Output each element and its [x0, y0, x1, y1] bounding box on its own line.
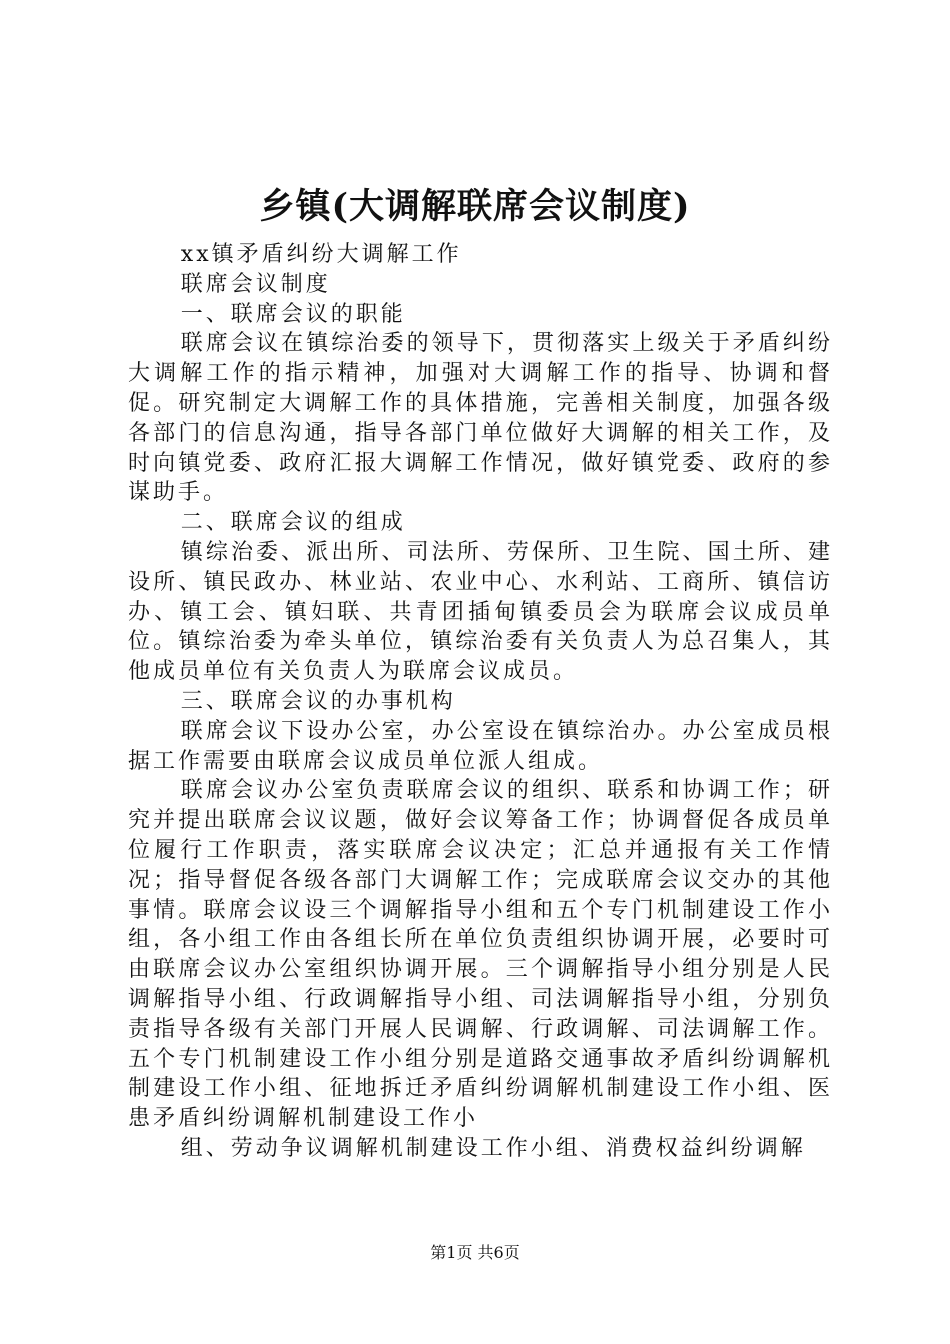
page-number: 第1页 共6页	[430, 1243, 520, 1262]
paragraph: 联席会议办公室负责联席会议的组织、联系和协调工作；研究并提出联席会议议题，做好会议筹备工作；协调督促各成员单位履行工作职责，落实联席会议决定；汇总并通报有关工作情况；指导督促各级各部门大调解工作；完成联席会议交办的其他事情。联席会议设三个调解指导小组和五个专门机制建设工作小组，各小组工作由各组长所在单位负责组织协调开展，必要时可由联席会议办公室组织协调开展。三个调解指导小组分别是人民调解指导小组、行政调解指导小组、司法调解指导小组，分别负责指导各级有关部门开展人民调解、行政调解、司法调解工作。五个专门机制建设工作小组分别是道路交通事故矛盾纠纷调解机制建设工作小组、征地拆迁矛盾纠纷调解机制建设工作小组、医患矛盾纠纷调解机制建设工作小	[128, 778, 833, 1132]
section-heading: 二、联席会议的组成	[180, 510, 406, 536]
paragraph: 联席会议制度	[180, 271, 331, 297]
paragraph: 镇综治委、派出所、司法所、劳保所、卫生院、国土所、建设所、镇民政办、林业站、农业中心、水利站、工商所、镇信访办、镇工会、镇妇联、共青团插甸镇委员会为联席会议成员单位。镇综治委为牵头单位，镇综治委有关负责人为总召集人，其他成员单位有关负责人为联席会议成员。	[128, 539, 833, 685]
paragraph: xx镇矛盾纠纷大调解工作	[180, 242, 462, 267]
paragraph: 组、劳动争议调解机制建设工作小组、消费权益纠纷调解	[180, 1135, 806, 1161]
section-heading: 三、联席会议的办事机构	[180, 688, 456, 714]
paragraph: 联席会议在镇综治委的领导下，贯彻落实上级关于矛盾纠纷大调解工作的指示精神，加强对大调解工作的指导、协调和督促。研究制定大调解工作的具体措施，完善相关制度，加强各级各部门的信息沟通，指导各部门单位做好大调解的相关工作，及时向镇党委、政府汇报大调解工作情况，做好镇党委、政府的参谋助手。	[128, 331, 833, 506]
document-body	[128, 240, 833, 1164]
paragraph: 联席会议下设办公室，办公室设在镇综治办。办公室成员根据工作需要由联席会议成员单位派人组成。	[128, 718, 833, 774]
section-heading: 一、联席会议的职能	[180, 301, 406, 327]
document-title: 乡镇(大调解联席会议制度)	[259, 186, 691, 227]
